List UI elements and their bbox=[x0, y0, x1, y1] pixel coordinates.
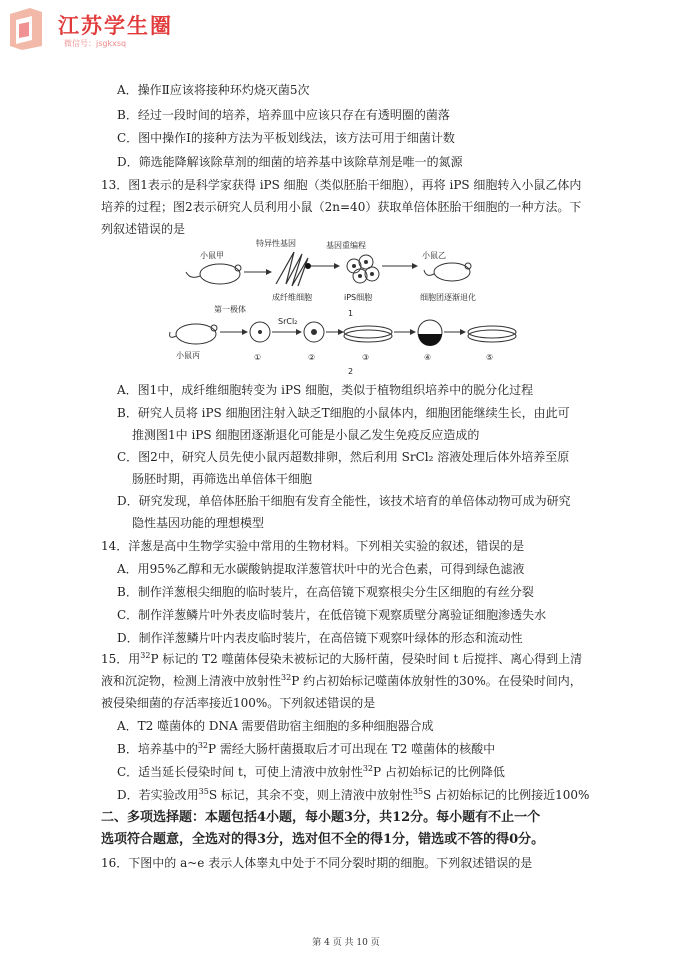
q13-stem-line3: 列叙述错误的是 bbox=[101, 222, 186, 236]
figure-label-mouse-c: 小鼠丙 bbox=[176, 351, 200, 360]
figure-label-regression: 细胞团逐渐退化 bbox=[420, 293, 476, 302]
culture-dish-5-icon bbox=[468, 326, 516, 342]
figure-label-mouse-b: 小鼠乙 bbox=[422, 251, 446, 260]
arrow-icon bbox=[334, 263, 340, 269]
figure-label-mouse-a: 小鼠甲 bbox=[200, 251, 224, 260]
arrow-icon bbox=[242, 329, 248, 335]
isotope-32-superscript: 32 bbox=[197, 741, 209, 750]
q12-option-b: B．经过一段时间的培养，培养皿中应该只存在有透明圈的菌落 bbox=[117, 108, 450, 122]
q15-option-c bbox=[117, 764, 505, 780]
q14-stem: 14．洋葱是高中生物学实验中常用的生物材料。下列相关实验的叙述，错误的是 bbox=[101, 539, 525, 553]
culture-dish-3-icon bbox=[344, 326, 392, 342]
figure-label-gene: 特异性基因 bbox=[256, 239, 296, 248]
q15-stem-line3: 被侵染细菌的存活率接近100%。下列叙述错误的是 bbox=[101, 696, 376, 710]
q15-stem-text2b: P 约占初始标记噬菌体放射性的30%。在侵染时间内， bbox=[291, 674, 582, 688]
q15-stem-text1: P 标记的 T2 噬菌体侵染未被标记的大肠杆菌，侵染时间 t 后搅拌、离心得到上清 bbox=[150, 652, 583, 666]
q14-option-b: B．制作洋葱根尖细胞的临时装片，在高倍镜下观察根尖分生区细胞的有丝分裂 bbox=[117, 585, 534, 599]
ips-figure bbox=[168, 236, 540, 376]
step-label-2: ② bbox=[308, 353, 316, 362]
q14-option-d: D．制作洋葱鳞片叶内表皮临时装片，在高倍镜下观察叶绿体的形态和流动性 bbox=[117, 631, 523, 645]
mouse-c-icon bbox=[170, 324, 217, 344]
q12-option-c: C．图中操作Ⅰ的接种方法为平板划线法，该方法可用于细菌计数 bbox=[117, 131, 455, 145]
q15-stem-line2 bbox=[101, 673, 582, 689]
q13-option-c-line2: 肠胚时期，再筛选出单倍体干细胞 bbox=[132, 472, 313, 486]
q13-option-a: A．图1中，成纤维细胞转变为 iPS 细胞，类似于植物组织培养中的脱分化过程 bbox=[117, 383, 534, 397]
q13-stem-line1: 13．图1表示的是科学家获得 iPS 细胞（类似胚胎干细胞），再将 iPS 细胞转入小鼠乙体内 bbox=[101, 178, 582, 192]
q16-stem: 16．下图中的 a~e 表示人体睾丸中处于不同分裂时期的细胞。下列叙述错误的是 bbox=[101, 856, 533, 870]
section2-heading-line1: 二、多项选择题：本题包括4小题，每小题3分，共12分。每小题有不止一个 bbox=[101, 810, 541, 825]
q13-option-b-line2: 推测图1中 iPS 细胞团逐渐退化可能是小鼠乙发生免疫反应造成的 bbox=[132, 428, 480, 442]
figure-number-1: 1 bbox=[348, 309, 354, 318]
q13-option-b-line1: B．研究人员将 iPS 细胞团注射入缺乏T细胞的小鼠体内，细胞团能继续生长，由此可 bbox=[117, 406, 570, 420]
fibroblast-icon bbox=[276, 252, 308, 286]
step-label-3: ③ bbox=[362, 353, 370, 362]
q12-option-a: A．操作Ⅱ应该将接种环灼烧灭菌5次 bbox=[117, 83, 310, 97]
q13-option-d-line2: 隐性基因功能的理想模型 bbox=[132, 516, 265, 530]
egg-cell-2-icon bbox=[304, 322, 324, 342]
step-label-1: ① bbox=[254, 353, 262, 362]
egg-cell-1-icon bbox=[250, 322, 270, 342]
site-logo bbox=[0, 0, 220, 56]
q15-option-d-end: S 占初始标记的比例接近100% bbox=[423, 788, 590, 802]
q15-option-c-text: P 占初始标记的比例降低 bbox=[373, 765, 505, 779]
logo-title: 江苏学生圈 bbox=[58, 14, 173, 38]
q15-stem-text2a: 液和沉淀物，检测上清液中放射性 bbox=[101, 674, 282, 688]
q13-stem-line2: 培养的过程；图2表示研究人员利用小鼠（2n=40）获取单倍体胚胎干细胞的一种方法。下 bbox=[101, 200, 582, 214]
q15-stem-prefix: 15．用 bbox=[101, 652, 141, 666]
q15-option-b-prefix: B．培养基中的 bbox=[117, 742, 198, 756]
isotope-32-superscript: 32 bbox=[362, 764, 374, 773]
figure-label-ips: iPS细胞 bbox=[344, 293, 373, 302]
q15-option-d-mid: S 标记，其余不变，则上清液中放射性 bbox=[208, 788, 413, 802]
logo-icon bbox=[6, 6, 46, 50]
mouse-a-icon bbox=[186, 264, 241, 284]
section2-heading-line2: 选项符合题意，全选对的得3分，选对但不全的得1分，错选或不答的得0分。 bbox=[101, 832, 545, 847]
figure-label-srcl2: SrCl₂ bbox=[278, 317, 298, 326]
step-label-4: ④ bbox=[424, 353, 432, 362]
arrow-icon bbox=[338, 329, 344, 335]
isotope-35-superscript: 35 bbox=[198, 787, 209, 796]
isotope-35-superscript: 35 bbox=[412, 787, 424, 796]
isotope-32-superscript: 32 bbox=[281, 673, 292, 682]
q12-option-d: D．筛选能降解该除草剂的细菌的培养基中该除草剂是唯一的氮源 bbox=[117, 155, 463, 169]
isotope-32-superscript: 32 bbox=[140, 651, 151, 660]
arrow-icon bbox=[412, 263, 418, 269]
q15-option-d-prefix: D．若实验改用 bbox=[117, 788, 199, 802]
figure-number-2: 2 bbox=[348, 367, 354, 376]
figure-label-polar-body: 第一极体 bbox=[214, 305, 246, 314]
q13-option-c-line1: C．图2中，研究人员先使小鼠丙超数排卵，然后利用 SrCl₂ 溶液处理后体外培养至原 bbox=[117, 450, 570, 464]
figure-label-reprogramming: 基因重编程 bbox=[326, 241, 366, 250]
q14-option-c: C．制作洋葱鳞片叶外表皮临时装片，在低倍镜下观察质壁分离验证细胞渗透失水 bbox=[117, 608, 547, 622]
arrow-icon bbox=[296, 329, 302, 335]
arrow-icon bbox=[460, 329, 466, 335]
q15-option-b-text: P 需经大肠杆菌摄取后才可出现在 T2 噬菌体的核酸中 bbox=[208, 742, 496, 756]
logo-subtitle: 微信号：jsgkxsq bbox=[64, 39, 127, 48]
page-footer: 第 4 页 共 10 页 bbox=[312, 938, 380, 948]
arrow-icon bbox=[266, 269, 272, 275]
q15-option-b bbox=[117, 741, 495, 757]
mouse-b-icon bbox=[424, 263, 471, 281]
q15-option-d bbox=[117, 787, 589, 803]
q15-stem-line1 bbox=[101, 651, 582, 667]
q15-option-c-prefix: C．适当延长侵染时间 t，可使上清液中放射性 bbox=[117, 765, 363, 779]
q13-option-d-line1: D．研究发现，单倍体胚胎干细胞有发育全能性，该技术培育的单倍体动物可成为研究 bbox=[117, 494, 571, 508]
q15-option-a: A．T2 噬菌体的 DNA 需要借助宿主细胞的多种细胞器合成 bbox=[117, 719, 434, 733]
ips-cell-cluster-icon bbox=[347, 255, 379, 283]
figure-label-fibroblast: 成纤维细胞 bbox=[272, 293, 312, 302]
embryo-4-icon bbox=[418, 320, 442, 346]
step-label-5: ⑤ bbox=[486, 353, 494, 362]
arrow-icon bbox=[410, 329, 416, 335]
q14-option-a: A．用95%乙醇和无水碳酸钠提取洋葱管状叶中的光合色素，可得到绿色滤液 bbox=[117, 562, 525, 576]
